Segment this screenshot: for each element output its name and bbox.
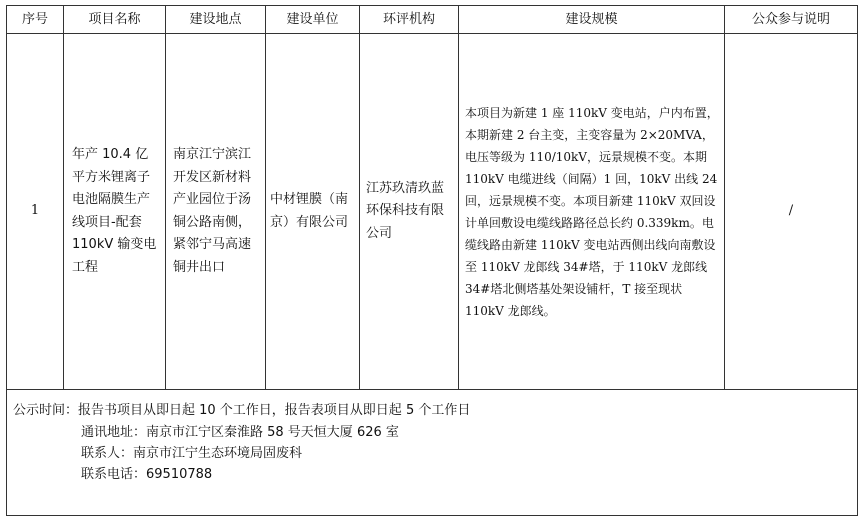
footer-phone: 联系电话：69510788	[81, 467, 213, 482]
footer-period: 公示时间：报告书项目从即日起 10 个工作日，报告表项目从即日起 5 个工作日	[13, 403, 471, 418]
header-location: 建设地点	[189, 12, 242, 27]
col-divider	[265, 6, 266, 389]
col-divider	[63, 6, 64, 389]
footer-address: 通讯地址：南京市江宁区秦淮路 58 号天恒大厦 626 室	[81, 425, 399, 440]
row-scale	[465, 34, 719, 389]
header-eia-agency: 环评机构	[382, 12, 435, 27]
row-builder	[270, 34, 356, 389]
header-index: 序号	[21, 12, 48, 27]
row-project-name	[72, 34, 160, 389]
col-divider	[359, 6, 360, 389]
info-table	[6, 5, 858, 516]
row-index: 1	[30, 203, 40, 219]
row-location	[173, 34, 261, 389]
header-public-note: 公众参与说明	[751, 12, 830, 27]
footer-contact: 联系人：南京市江宁生态环境局固废科	[81, 446, 303, 461]
header-project-name: 项目名称	[88, 12, 141, 27]
row-eia-agency	[366, 34, 456, 389]
row-divider	[7, 389, 857, 390]
col-divider	[458, 6, 459, 389]
project-name-text: 年产 10.4 亿平方米锂离子电池隔膜生产线项目-配套 110kV 输变电工程	[72, 147, 157, 275]
col-divider	[165, 6, 166, 389]
builder-text: 中材锂膜（南京）有限公司	[270, 192, 349, 230]
header-builder: 建设单位	[286, 12, 339, 27]
location-text: 南京江宁滨江开发区新材料产业园位于汤铜公路南侧，紧邻宁马高速铜井出口	[173, 147, 252, 275]
header-scale: 建设规模	[565, 12, 618, 27]
scale-text: 本项目为新建 1 座 110kV 变电站，户内布置，本期新建 2 台主变，主变容量为 2×20MVA，电压等级为 110/10kV，远景规模不变。本期 110kV 电缆进线（间隔）1 回，10kV 出线 24 回，远景规模不变。本项目新建 110kV 双回设计单回敷设电缆线路路径总长约 0.339km。电缆线路由新建 110kV 变电站西侧出线向南敷设至 110kV 龙郎线 34#塔，于 110kV 龙郎线 34#塔北侧塔基处架设铺杆，T 接至现状 110kV 龙郎线。	[465, 105, 719, 318]
eia-agency-text: 江苏玖清玖蓝环保科技有限公司	[366, 180, 445, 241]
row-public-note: /	[788, 203, 794, 219]
